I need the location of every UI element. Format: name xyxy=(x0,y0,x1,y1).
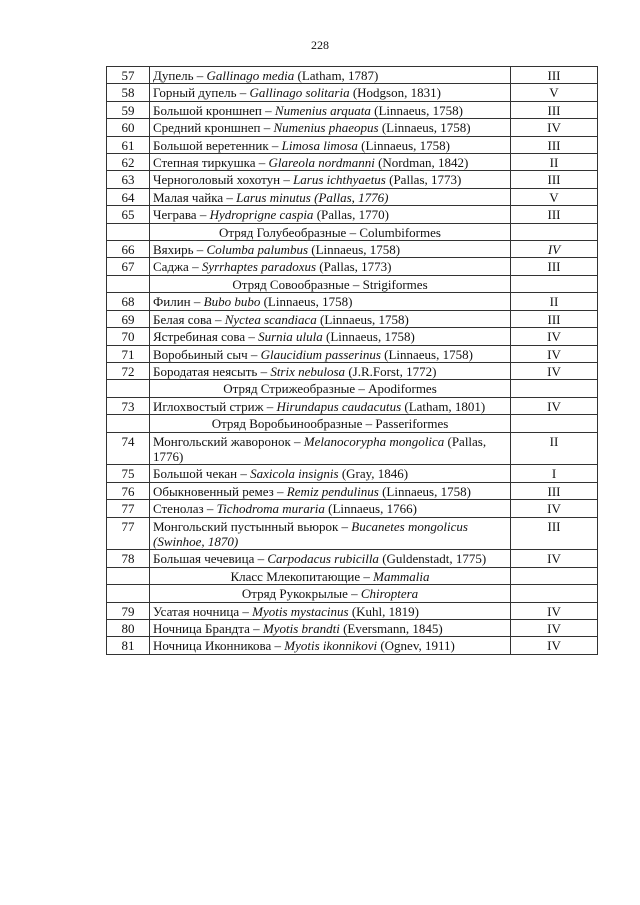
species-number: 63 xyxy=(107,171,150,188)
species-latin-name: Melanocorypha mongolica xyxy=(303,433,445,449)
species-author: (Linnaeus, 1758) xyxy=(326,329,415,345)
species-author: (Linnaeus, 1758) xyxy=(361,137,450,153)
species-common-name: Бородатая неясыть xyxy=(153,363,258,379)
species-row xyxy=(107,602,598,619)
group-header-row xyxy=(107,380,598,397)
species-latin-name: Nyctea scandiaca xyxy=(224,311,317,327)
species-author: (Eversmann, 1845) xyxy=(343,621,443,636)
species-latin-name: Myotis brandti xyxy=(262,621,340,636)
species-name-cell: Стенолаз – Tichodroma muraria (Linnaeus, 1766) xyxy=(150,500,511,517)
species-author: (Linnaeus, 1758) xyxy=(320,311,409,327)
species-category: III xyxy=(511,258,598,275)
species-category: III xyxy=(511,101,598,118)
species-row xyxy=(107,345,598,362)
species-latin-name: Larus minutus xyxy=(236,189,311,205)
species-latin-name: Columba palumbus xyxy=(206,242,309,258)
species-common-name: Вяхирь xyxy=(153,242,194,258)
group-category-cell xyxy=(511,223,598,240)
species-common-name: Большая чечевица xyxy=(153,551,255,567)
species-common-name: Воробьиный сыч xyxy=(153,346,248,362)
group-title: Отряд Воробьинообразные – Passeriformes xyxy=(150,415,511,432)
species-name-cell: Монгольский пустынный вьюрок – Bucanetes mongolicus (Swinhoe, 1870) xyxy=(150,517,511,550)
species-author: (Linnaeus, 1766) xyxy=(328,501,417,517)
species-row xyxy=(107,84,598,101)
species-number: 72 xyxy=(107,362,150,379)
species-author: (Linnaeus, 1758) xyxy=(311,242,401,258)
group-latin-name: Mammalia xyxy=(373,568,430,584)
species-row xyxy=(107,517,598,550)
species-number: 59 xyxy=(107,101,150,118)
species-author: (Linnaeus, 1758) xyxy=(374,102,463,118)
group-number-cell xyxy=(107,585,150,602)
species-number: 75 xyxy=(107,465,150,482)
species-row xyxy=(107,500,598,517)
species-name-cell: Ночница Брандта – Myotis brandti (Eversmann, 1845) xyxy=(150,620,511,637)
species-number: 70 xyxy=(107,328,150,345)
species-common-name: Дупель xyxy=(153,68,194,83)
species-number: 66 xyxy=(107,241,150,258)
page-number: 228 xyxy=(311,38,329,52)
group-category-cell xyxy=(511,415,598,432)
species-number: 71 xyxy=(107,345,150,362)
group-header-row xyxy=(107,585,598,602)
species-name-cell: Ночница Иконникова – Myotis ikonnikovi (Ognev, 1911) xyxy=(150,637,511,654)
species-latin-name: Saxicola insignis xyxy=(250,466,339,482)
species-number: 58 xyxy=(107,84,150,101)
species-name-cell: Средний кроншнеп – Numenius phaeopus (Linnaeus, 1758) xyxy=(150,119,511,136)
species-name-cell: Малая чайка – Larus minutus (Pallas, 1776) xyxy=(150,188,511,205)
species-author: (Linnaeus, 1758) xyxy=(382,483,471,499)
group-number-cell xyxy=(107,223,150,240)
species-common-name: Ястребиная сова xyxy=(153,329,246,345)
species-row xyxy=(107,154,598,171)
species-common-name: Горный дупель xyxy=(153,85,237,101)
species-category: V xyxy=(511,188,598,205)
species-common-name: Степная тиркушка xyxy=(153,155,256,171)
species-category: III xyxy=(511,517,598,550)
species-category: II xyxy=(511,432,598,465)
species-common-name: Средний кроншнеп xyxy=(153,120,261,136)
species-latin-name: Strix nebulosa xyxy=(270,363,346,379)
species-number: 78 xyxy=(107,550,150,567)
species-latin-name: Remiz pendulinus xyxy=(286,483,379,499)
group-header-row xyxy=(107,223,598,240)
species-common-name: Большой кроншнеп xyxy=(153,102,262,118)
species-category: III xyxy=(511,310,598,327)
species-latin-name: Glaucidium passerinus xyxy=(260,346,381,362)
group-title: Класс Млекопитающие – Mammalia xyxy=(150,567,511,584)
group-category-cell xyxy=(511,585,598,602)
species-name-cell: Большой кроншнеп – Numenius arquata (Linnaeus, 1758) xyxy=(150,101,511,118)
species-number: 67 xyxy=(107,258,150,275)
species-author: (Linnaeus, 1758) xyxy=(381,120,471,136)
species-author: (Latham, 1787) xyxy=(297,68,379,83)
species-row xyxy=(107,620,598,637)
group-title: Отряд Рукокрылые – Chiroptera xyxy=(150,585,511,602)
species-number: 74 xyxy=(107,432,150,465)
species-author: (Gray, 1846) xyxy=(341,466,409,482)
species-latin-name: Larus ichthyaetus xyxy=(293,172,386,188)
species-number: 73 xyxy=(107,397,150,414)
species-category: IV xyxy=(511,637,598,654)
species-author: (Swinhoe, 1870) xyxy=(153,533,239,549)
species-name-cell: Иглохвостый стриж – Hirundapus caudacutus (Latham, 1801) xyxy=(150,397,511,414)
species-name-cell: Обыкновенный ремез – Remiz pendulinus (Linnaeus, 1758) xyxy=(150,482,511,499)
group-category-cell xyxy=(511,380,598,397)
species-table-body xyxy=(107,67,598,655)
species-name-cell: Дупель – Gallinago media (Latham, 1787) xyxy=(150,67,511,84)
species-name-cell: Бородатая неясыть – Strix nebulosa (J.R.Forst, 1772) xyxy=(150,362,511,379)
species-name-cell: Воробьиный сыч – Glaucidium passerinus (Linnaeus, 1758) xyxy=(150,345,511,362)
species-author: (Pallas, 1776) xyxy=(314,189,389,205)
species-number: 77 xyxy=(107,500,150,517)
species-name-cell: Черноголовый хохотун – Larus ichthyaetus (Pallas, 1773) xyxy=(150,171,511,188)
species-row xyxy=(107,637,598,654)
species-common-name: Иглохвостый стриж xyxy=(153,398,264,414)
species-row xyxy=(107,465,598,482)
group-header-row xyxy=(107,275,598,292)
species-category: IV xyxy=(511,328,598,345)
group-title: Отряд Голубеобразные – Columbiformes xyxy=(150,223,511,240)
species-common-name: Монгольский пустынный вьюрок xyxy=(153,518,339,534)
group-number-cell xyxy=(107,275,150,292)
species-common-name: Чеграва xyxy=(153,207,197,223)
species-row xyxy=(107,550,598,567)
species-category: III xyxy=(511,136,598,153)
species-category: V xyxy=(511,84,598,101)
species-common-name: Саджа xyxy=(153,259,189,275)
species-number: 65 xyxy=(107,206,150,223)
species-name-cell: Ястребиная сова – Surnia ulula (Linnaeus, 1758) xyxy=(150,328,511,345)
group-latin-name: Chiroptera xyxy=(360,586,419,602)
group-number-cell xyxy=(107,415,150,432)
species-latin-name: Numenius phaeopus xyxy=(273,120,379,136)
species-row xyxy=(107,362,598,379)
species-name-cell: Горный дупель – Gallinago solitaria (Hodgson, 1831) xyxy=(150,84,511,101)
species-latin-name: Bucanetes mongolicus xyxy=(351,518,468,534)
species-latin-name: Hydroprigne caspia xyxy=(209,207,314,223)
species-latin-name: Glareola nordmanni xyxy=(268,155,375,171)
species-author: (Linnaeus, 1758) xyxy=(263,294,353,310)
species-latin-name: Gallinago media xyxy=(206,68,295,83)
species-name-cell: Степная тиркушка – Glareola nordmanni (Nordman, 1842) xyxy=(150,154,511,171)
species-name-cell: Чеграва – Hydroprigne caspia (Pallas, 1770) xyxy=(150,206,511,223)
species-author: (Latham, 1801) xyxy=(404,398,486,414)
species-number: 69 xyxy=(107,310,150,327)
species-latin-name: Numenius arquata xyxy=(274,102,371,118)
species-latin-name: Syrrhaptes paradoxus xyxy=(201,259,317,275)
species-author: (Pallas, 1773) xyxy=(389,172,462,188)
group-category-cell xyxy=(511,275,598,292)
species-common-name: Ночница Иконникова xyxy=(153,638,272,654)
species-author: (Nordman, 1842) xyxy=(378,155,469,171)
species-latin-name: Myotis ikonnikovi xyxy=(284,638,378,654)
species-table xyxy=(106,66,598,655)
group-title: Отряд Совообразные – Strigiformes xyxy=(150,275,511,292)
species-category: II xyxy=(511,154,598,171)
species-category: IV xyxy=(511,500,598,517)
species-category: IV xyxy=(511,241,598,258)
species-category: III xyxy=(511,67,598,84)
species-common-name: Большой веретенник xyxy=(153,137,269,153)
species-latin-name: Limosa limosa xyxy=(281,137,358,153)
species-number: 76 xyxy=(107,482,150,499)
species-row xyxy=(107,258,598,275)
species-row xyxy=(107,188,598,205)
species-name-cell: Большой веретенник – Limosa limosa (Linnaeus, 1758) xyxy=(150,136,511,153)
group-number-cell xyxy=(107,380,150,397)
species-author: (Kuhl, 1819) xyxy=(351,603,419,619)
species-common-name: Обыкновенный ремез xyxy=(153,483,274,499)
species-author: (Pallas, 1776) xyxy=(153,433,487,464)
species-category: IV xyxy=(511,620,598,637)
species-author: (Pallas, 1770) xyxy=(316,207,389,223)
species-common-name: Стенолаз xyxy=(153,501,204,517)
species-common-name: Большой чекан xyxy=(153,466,238,482)
species-latin-name: Bubo bubo xyxy=(203,294,261,310)
species-common-name: Усатая ночница xyxy=(153,603,240,619)
species-row xyxy=(107,101,598,118)
species-name-cell: Большая чечевица – Carpodacus rubicilla (Guldenstadt, 1775) xyxy=(150,550,511,567)
species-number: 79 xyxy=(107,602,150,619)
species-common-name: Белая сова xyxy=(153,311,212,327)
species-category: III xyxy=(511,206,598,223)
species-category: III xyxy=(511,482,598,499)
group-title: Отряд Стрижеобразные – Apodiformes xyxy=(150,380,511,397)
species-row xyxy=(107,432,598,465)
species-number: 64 xyxy=(107,188,150,205)
group-header-row xyxy=(107,567,598,584)
species-number: 68 xyxy=(107,293,150,310)
species-name-cell: Филин – Bubo bubo (Linnaeus, 1758) xyxy=(150,293,511,310)
species-latin-name: Gallinago solitaria xyxy=(249,85,350,101)
species-number: 77 xyxy=(107,517,150,550)
species-latin-name: Carpodacus rubicilla xyxy=(267,551,379,567)
species-row xyxy=(107,119,598,136)
species-number: 80 xyxy=(107,620,150,637)
species-row xyxy=(107,397,598,414)
species-common-name: Черноголовый хохотун xyxy=(153,172,281,188)
species-number: 57 xyxy=(107,67,150,84)
species-name-cell: Белая сова – Nyctea scandiaca (Linnaeus, 1758) xyxy=(150,310,511,327)
species-category: I xyxy=(511,465,598,482)
species-common-name: Малая чайка xyxy=(153,189,224,205)
species-name-cell: Монгольский жаворонок – Melanocorypha mongolica (Pallas, 1776) xyxy=(150,432,511,465)
species-number: 61 xyxy=(107,136,150,153)
group-category-cell xyxy=(511,567,598,584)
group-number-cell xyxy=(107,567,150,584)
species-category: IV xyxy=(511,119,598,136)
species-common-name: Монгольский жаворонок xyxy=(153,433,291,449)
species-number: 60 xyxy=(107,119,150,136)
species-latin-name: Myotis mystacinus xyxy=(252,603,349,619)
species-author: (Ognev, 1911) xyxy=(380,638,455,654)
species-category: IV xyxy=(511,602,598,619)
species-name-cell: Вяхирь – Columba palumbus (Linnaeus, 1758) xyxy=(150,241,511,258)
species-row xyxy=(107,206,598,223)
species-number: 81 xyxy=(107,637,150,654)
species-author: (Guldenstadt, 1775) xyxy=(382,551,487,567)
species-row xyxy=(107,293,598,310)
species-row xyxy=(107,171,598,188)
species-name-cell: Саджа – Syrrhaptes paradoxus (Pallas, 1773) xyxy=(150,258,511,275)
species-category: II xyxy=(511,293,598,310)
species-row xyxy=(107,67,598,84)
species-category: III xyxy=(511,171,598,188)
species-name-cell: Большой чекан – Saxicola insignis (Gray, 1846) xyxy=(150,465,511,482)
species-row xyxy=(107,482,598,499)
species-row xyxy=(107,136,598,153)
species-category: IV xyxy=(511,397,598,414)
group-header-row xyxy=(107,415,598,432)
species-author: (Hodgson, 1831) xyxy=(352,85,441,101)
species-number: 62 xyxy=(107,154,150,171)
species-author: (Pallas, 1773) xyxy=(319,259,392,275)
species-latin-name: Surnia ulula xyxy=(258,329,323,345)
species-author: (J.R.Forst, 1772) xyxy=(348,363,437,379)
species-category: IV xyxy=(511,345,598,362)
species-latin-name: Hirundapus caudacutus xyxy=(276,398,402,414)
species-row xyxy=(107,328,598,345)
species-author: (Linnaeus, 1758) xyxy=(384,346,473,362)
species-category: IV xyxy=(511,550,598,567)
species-row xyxy=(107,310,598,327)
species-row xyxy=(107,241,598,258)
species-common-name: Филин xyxy=(153,294,191,310)
species-name-cell: Усатая ночница – Myotis mystacinus (Kuhl, 1819) xyxy=(150,602,511,619)
species-category: IV xyxy=(511,362,598,379)
species-common-name: Ночница Брандта xyxy=(153,621,250,636)
species-latin-name: Tichodroma muraria xyxy=(216,501,325,517)
